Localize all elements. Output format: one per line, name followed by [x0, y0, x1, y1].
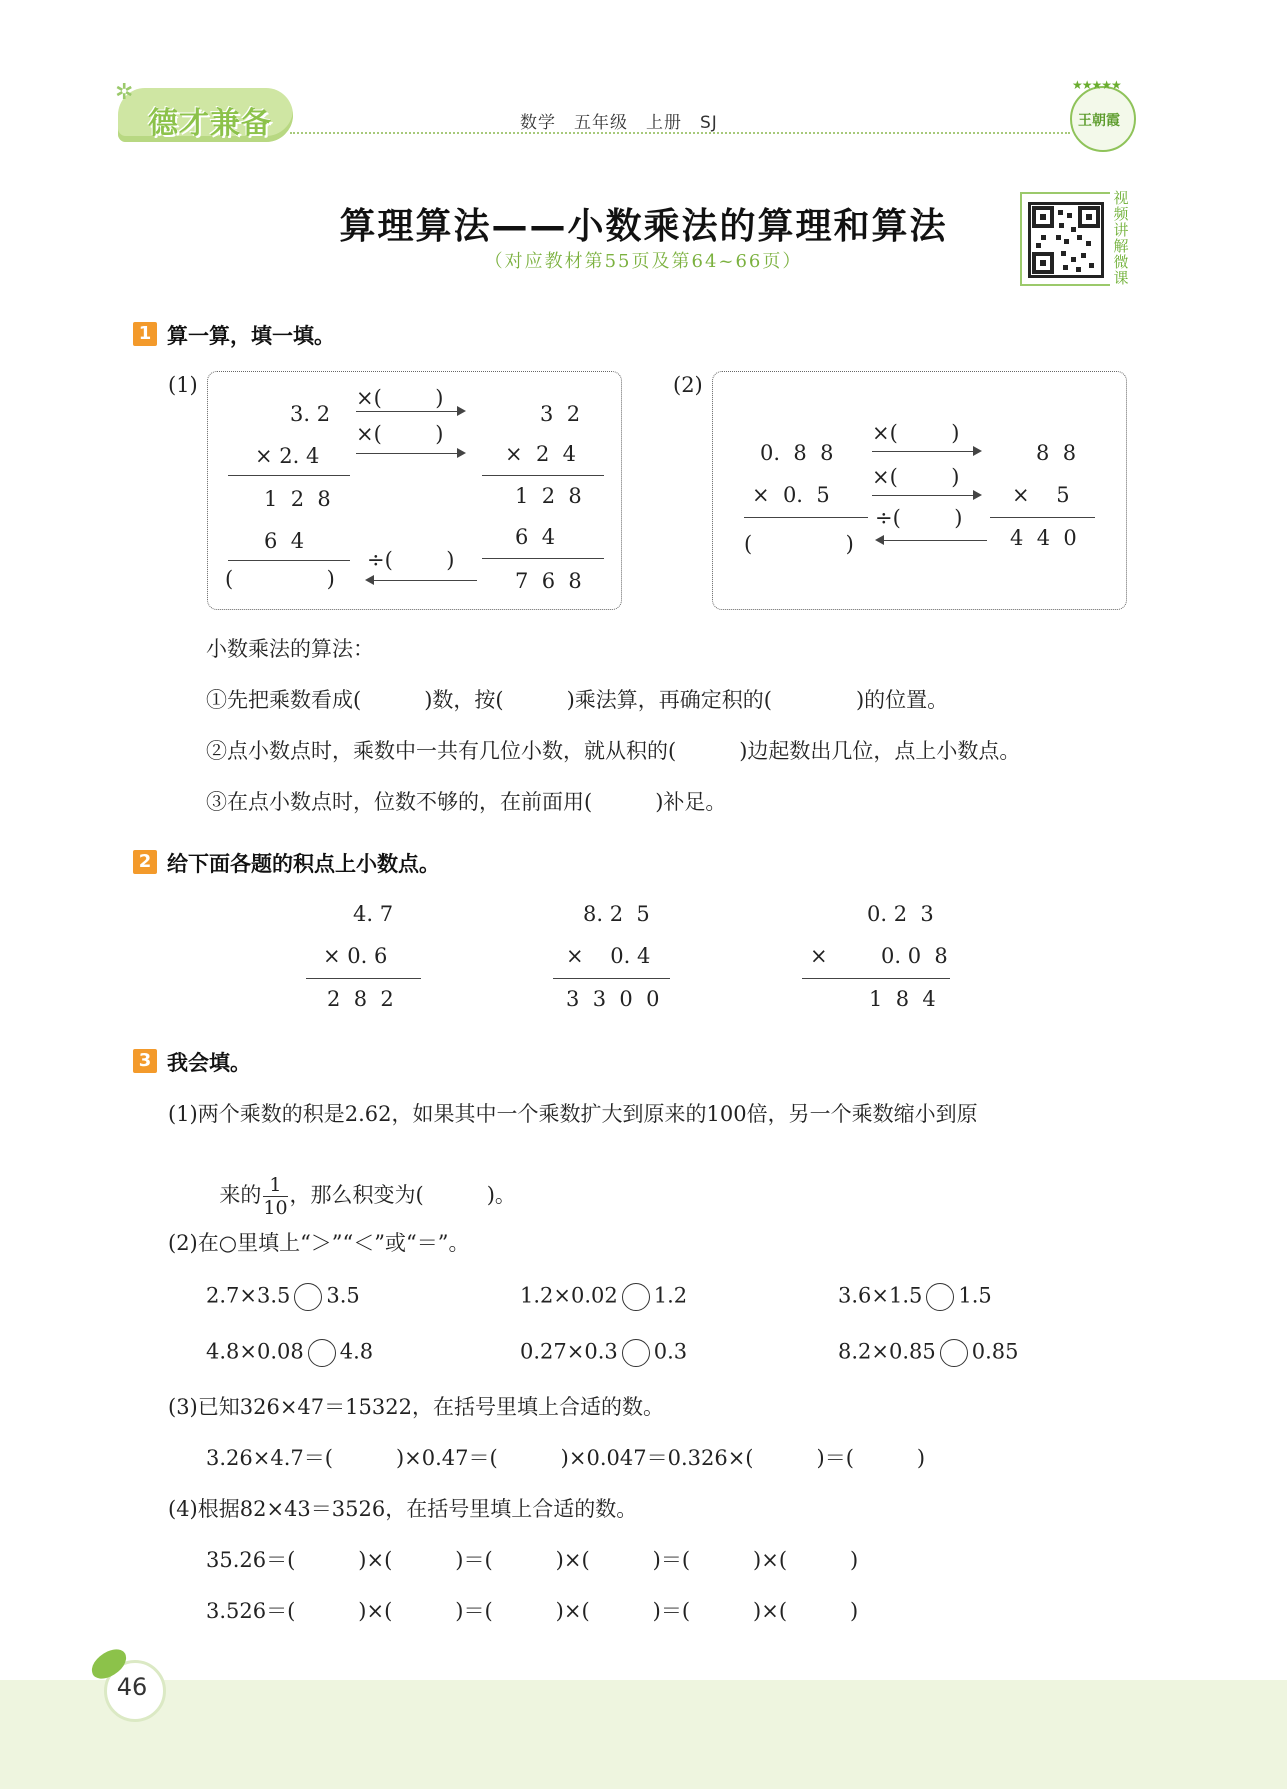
p1-b-line1: [482, 475, 604, 476]
p2-b-line: [990, 517, 1095, 518]
p1-a-line1: [228, 475, 350, 476]
q1-title: 算一算，填一填。: [167, 324, 335, 348]
seal-stars-icon: ★★★★★: [1072, 78, 1121, 92]
rule-3[interactable]: ③在点小数点时，位数不够的，在前面用( )补足。: [206, 790, 727, 814]
compare-circle[interactable]: [622, 1339, 650, 1367]
q2-title: 给下面各题的积点上小数点。: [167, 852, 440, 876]
qr-label: 视频讲解微课: [1113, 189, 1129, 287]
p2-a3[interactable]: ( ): [744, 532, 854, 556]
fraction-numerator: 1: [263, 1174, 287, 1197]
right-arrow-icon: [356, 411, 464, 412]
p1-b4: 6 4: [515, 525, 556, 549]
q3-s4-line1[interactable]: 35.26＝( )×( )＝( )×( )＝( )×( ): [206, 1548, 859, 1572]
q2-item1-a: 4. 7: [353, 902, 394, 926]
footer-band: [0, 1680, 1287, 1789]
p2-op3[interactable]: ÷( ): [875, 506, 963, 530]
p1-a-line2: [228, 560, 350, 561]
compare-item: 3.6×1.5 1.5: [838, 1283, 992, 1311]
qr-code-icon[interactable]: [1028, 202, 1104, 278]
compare-item: 8.2×0.85 0.85: [838, 1339, 1019, 1367]
rule-2[interactable]: ②点小数点时，乘数中一共有几位小数，就从积的( )边起数出几位，点上小数点。: [206, 739, 1021, 763]
right-arrow-icon: [872, 495, 980, 496]
page-subtitle: （对应教材第55页及第64~66页）: [484, 251, 803, 272]
q3-title: 我会填。: [167, 1051, 251, 1075]
q2-item2-b: × 0. 4: [566, 944, 651, 968]
q3-s1-post[interactable]: ，那么积变为( )。: [289, 1183, 516, 1207]
p1-op3[interactable]: ÷( ): [367, 548, 455, 572]
p1-b-line2: [482, 558, 604, 559]
q2-item2-a: 8. 2 5: [583, 902, 650, 926]
brand-text: 德才兼备: [148, 106, 272, 141]
p2-a2: × 0. 5: [752, 483, 830, 507]
p1-op2[interactable]: ×( ): [356, 422, 444, 446]
q3-s4-line2[interactable]: 3.526＝( )×( )＝( )×( )＝( )×( ): [206, 1599, 859, 1623]
q3-s1-line1: (1)两个乘数的积是2.62，如果其中一个乘数扩大到原来的100倍，另一个乘数缩小到原: [168, 1102, 978, 1126]
p1-a1: 3. 2: [290, 402, 331, 426]
q2-item3-line: [802, 978, 950, 979]
p2-b3: 4 4 0: [1010, 526, 1077, 550]
p1-b1: 3 2: [540, 402, 581, 426]
fraction: [263, 1174, 287, 1219]
p2-b2: × 5: [1012, 483, 1070, 507]
compare-circle[interactable]: [294, 1283, 322, 1311]
compare-circle[interactable]: [622, 1283, 650, 1311]
q3-s4-title: (4)根据82×43＝3526，在括号里填上合适的数。: [168, 1497, 638, 1521]
page-number: 46: [116, 1673, 148, 1701]
p2-b1: 8 8: [1036, 441, 1077, 465]
compare-circle[interactable]: [926, 1283, 954, 1311]
q2-number: 2: [133, 850, 157, 874]
q3-s3-line[interactable]: 3.26×4.7＝( )×0.47＝( )×0.047＝0.326×( )＝( ): [206, 1446, 926, 1470]
seal-text: 王朝霞: [1078, 113, 1120, 129]
q2-item1-line: [306, 978, 421, 979]
right-arrow-icon: [356, 453, 464, 454]
q1-part1-label: (1): [168, 373, 198, 397]
rule-1[interactable]: ①先把乘数看成( )数，按( )乘法算，再确定积的( )的位置。: [206, 688, 949, 712]
subject-label: 数学 五年级 上册 SJ: [520, 113, 718, 133]
p1-a3: 1 2 8: [264, 487, 331, 511]
q2-item2-line: [553, 978, 670, 979]
q2-item1-b: × 0. 6: [323, 944, 388, 968]
palm-icon: ✲: [115, 80, 134, 105]
p2-a1: 0. 8 8: [760, 441, 834, 465]
p1-b2: × 2 4: [505, 442, 577, 466]
q3-s1-pre: 来的: [219, 1183, 262, 1207]
q2-item3-b: × 0. 0 8: [810, 944, 948, 968]
q2-item3-c[interactable]: 1 8 4: [869, 987, 936, 1011]
p1-op1[interactable]: ×( ): [356, 386, 444, 410]
compare-item: 4.8×0.08 4.8: [206, 1339, 373, 1367]
rules-title: 小数乘法的算法：: [206, 637, 374, 661]
p1-b3: 1 2 8: [515, 484, 582, 508]
q2-item2-c[interactable]: 3 3 0 0: [566, 987, 660, 1011]
p1-a5[interactable]: ( ): [225, 567, 335, 591]
left-arrow-icon: [877, 540, 987, 541]
q2-item1-c[interactable]: 2 8 2: [327, 987, 394, 1011]
p1-b5: 7 6 8: [515, 569, 582, 593]
p2-op2[interactable]: ×( ): [872, 465, 960, 489]
left-arrow-icon: [367, 580, 477, 581]
p2-op1[interactable]: ×( ): [872, 421, 960, 445]
compare-item: 2.7×3.5 3.5: [206, 1283, 360, 1311]
q1-number: 1: [133, 322, 157, 346]
compare-item: 1.2×0.02 1.2: [520, 1283, 687, 1311]
compare-circle[interactable]: [308, 1339, 336, 1367]
q3-number: 3: [133, 1049, 157, 1073]
right-arrow-icon: [872, 451, 980, 452]
page-title: 算理算法——小数乘法的算理和算法: [339, 206, 948, 247]
q3-s3-title: (3)已知326×47＝15322，在括号里填上合适的数。: [168, 1395, 664, 1419]
q2-item3-a: 0. 2 3: [867, 902, 934, 926]
p1-a2: × 2. 4: [255, 444, 320, 468]
p1-a4: 6 4: [264, 529, 305, 553]
q3-s2-title: (2)在○里填上“＞”“＜”或“＝”。: [168, 1231, 470, 1255]
q3-s1-line2[interactable]: [206, 1150, 516, 1219]
compare-item: 0.27×0.3 0.3: [520, 1339, 687, 1367]
q1-part2-label: (2): [673, 373, 703, 397]
p2-a-line: [744, 517, 868, 518]
fraction-denominator: 10: [263, 1197, 288, 1219]
compare-circle[interactable]: [940, 1339, 968, 1367]
